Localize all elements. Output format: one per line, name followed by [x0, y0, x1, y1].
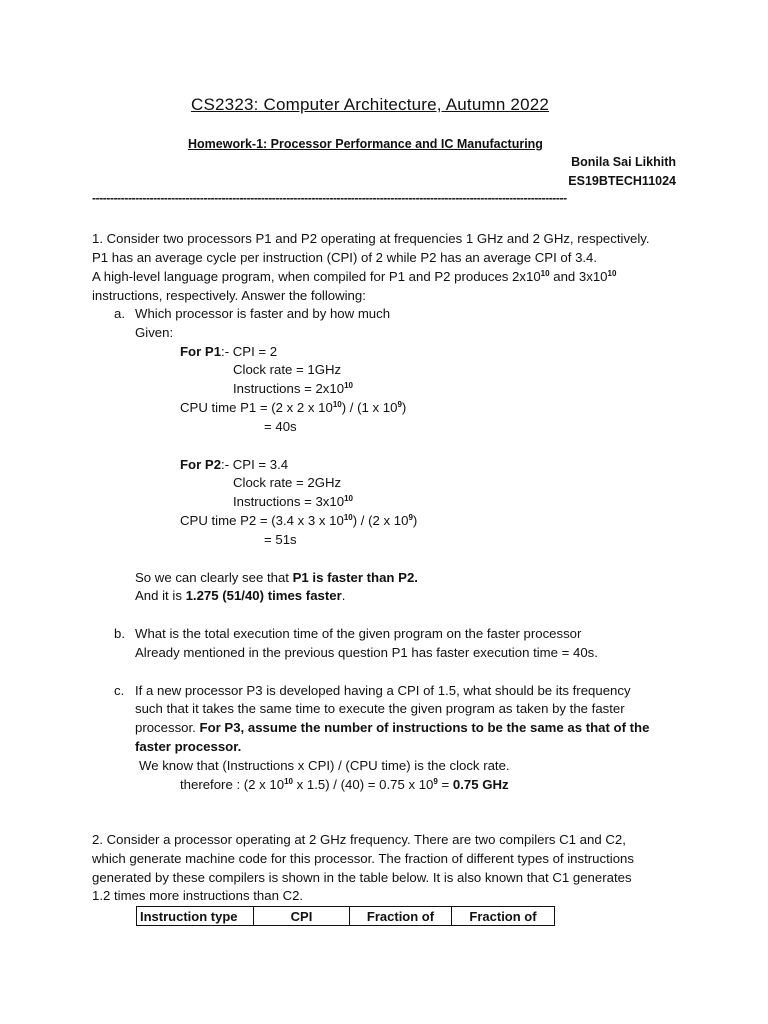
table-header-cell: Instruction type — [137, 907, 254, 926]
p2-clock-rate: Clock rate = 2GHz — [233, 475, 342, 490]
q1c-line-3: processor. For P3, assume the number of instructions to be the same as that of the — [135, 720, 650, 735]
q2-line-3: generated by these compilers is shown in the table below. It is also known that C1 generates — [92, 870, 632, 885]
q1-line-4: instructions, respectively. Answer the following: — [92, 288, 366, 303]
q1a-conclusion-1: So we can clearly see that P1 is faster than P2. — [135, 570, 418, 585]
q1b-marker: b. — [114, 626, 125, 641]
p1-result: = 40s — [264, 419, 297, 434]
separator-line: ------------------------------------------------------------------------------------------------------------------------------------ — [92, 191, 567, 205]
q1a-conclusion-2: And it is 1.275 (51/40) times faster. — [135, 588, 346, 603]
author-name: Bonila Sai Likhith — [571, 155, 676, 169]
q1c-line-1: If a new processor P3 is developed having a CPI of 1.5, what should be its frequency — [135, 683, 631, 698]
q1c-line-5: We know that (Instructions x CPI) / (CPU time) is the clock rate. — [139, 758, 510, 773]
table-header-cell: Fraction of — [452, 907, 555, 926]
q1c-line-4: faster processor. — [135, 739, 242, 754]
q2-line-1: 2. Consider a processor operating at 2 GHz frequency. There are two compilers C1 and C2, — [92, 832, 626, 847]
q1a-question: Which processor is faster and by how much — [135, 306, 391, 321]
q1c-answer: therefore : (2 x $10^{10}$ x 1.5) / (40) = 0.75 x $10^9 = 0.75$ GHz — [180, 777, 509, 792]
p1-instructions: Instructions = $2x10^{10}$ — [233, 381, 353, 396]
q1c-line-2: such that it takes the same time to execute the given program as taken by the faster — [135, 701, 625, 716]
p1-clock-rate: Clock rate = 1GHz — [233, 362, 342, 377]
table-header-cell: Fraction of — [350, 907, 452, 926]
q1-line-3: A high-level language program, when compiled for P1 and P2 produces $2x10^{10}$ and $3x10^{10}$ — [92, 269, 617, 284]
q1b-answer: Already mentioned in the previous question P1 has faster execution time = 40s. — [135, 645, 598, 660]
table-header-row — [137, 907, 555, 926]
instruction-table — [136, 906, 555, 926]
q1a-marker: a. — [114, 306, 125, 321]
q2-line-2: which generate machine code for this processor. The fraction of different types of instructions — [92, 851, 634, 866]
q1-line-1: 1. Consider two processors P1 and P2 operating at frequencies 1 GHz and 2 GHz, respectively. — [92, 231, 650, 246]
roll-number: ES19BTECH11024 — [568, 174, 676, 188]
p2-result: = 51s — [264, 532, 297, 547]
p1-cpu-time: CPU time P1 = (2 x 2 x $10^{10}) / (1$ x $10^9$) — [180, 400, 407, 415]
p2-cpi-line: For P2:- CPI = 3.4 — [180, 457, 289, 472]
q1a-given: Given: — [135, 325, 174, 340]
p2-instructions: Instructions = $3x10^{10}$ — [233, 494, 353, 509]
q1c-marker: c. — [114, 683, 125, 698]
p1-cpi-line: For P1:- CPI = 2 — [180, 344, 278, 359]
p2-cpu-time: CPU time P2 = (3.4 x 3 x $10^{10}) / (2$ x $10^9$) — [180, 513, 418, 528]
q1b-question: What is the total execution time of the given program on the faster processor — [135, 626, 582, 641]
table-header-cell: CPI — [254, 907, 350, 926]
q2-line-4: 1.2 times more instructions than C2. — [92, 888, 304, 903]
page-subtitle: Homework-1: Processor Performance and IC Manufacturing — [188, 137, 543, 151]
q1-line-2: P1 has an average cycle per instruction (CPI) of 2 while P2 has an average CPI of 3.4. — [92, 250, 598, 265]
page-title: CS2323: Computer Architecture, Autumn 2022 — [191, 95, 550, 114]
